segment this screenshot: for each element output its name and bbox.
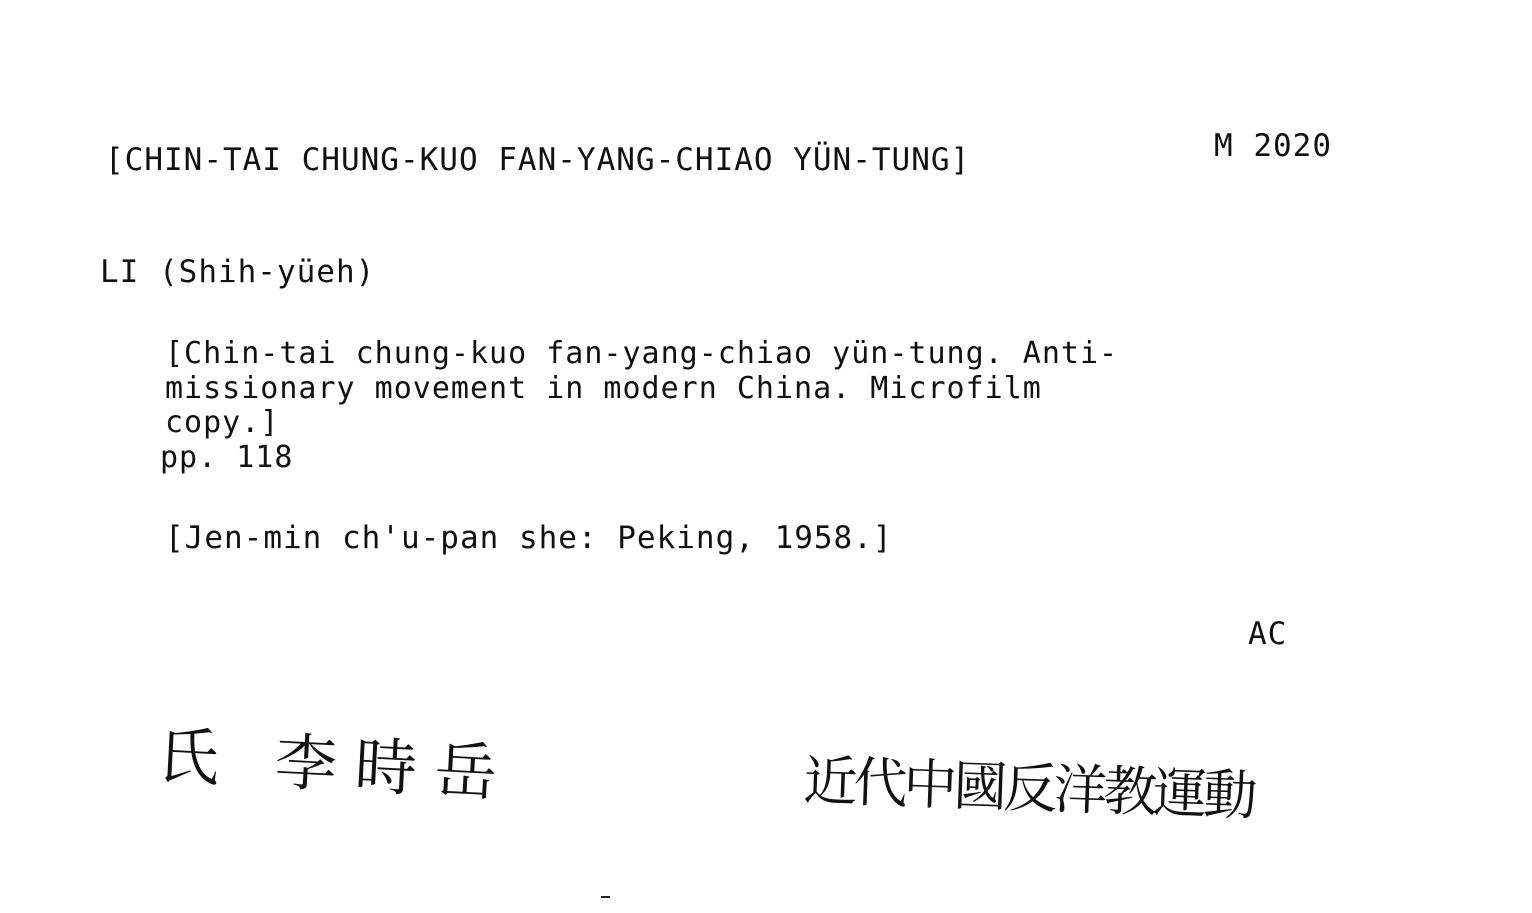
handwritten-author: 氏 李時岳 xyxy=(155,718,517,811)
pages: pp. 118 xyxy=(160,440,294,475)
description-line-1: [Chin-tai chung-kuo fan-yang-chiao yün-tung. Anti- xyxy=(165,336,1119,371)
handwritten-title: 近代中國反洋教運動 xyxy=(802,748,1255,828)
code-label: AC xyxy=(1248,616,1288,652)
description-line-3: copy.] xyxy=(165,405,280,440)
scan-mark xyxy=(601,896,610,898)
title-romanized: [CHIN-TAI CHUNG-KUO FAN-YANG-CHIAO YÜN-TUNG] xyxy=(105,142,971,178)
description-line-2: missionary movement in modern China. Microfilm xyxy=(165,371,1042,406)
author-heading: LI (Shih-yüeh) xyxy=(100,254,376,290)
call-number: M 2020 xyxy=(1214,128,1332,164)
imprint: [Jen-min ch'u-pan she: Peking, 1958.] xyxy=(165,520,893,556)
